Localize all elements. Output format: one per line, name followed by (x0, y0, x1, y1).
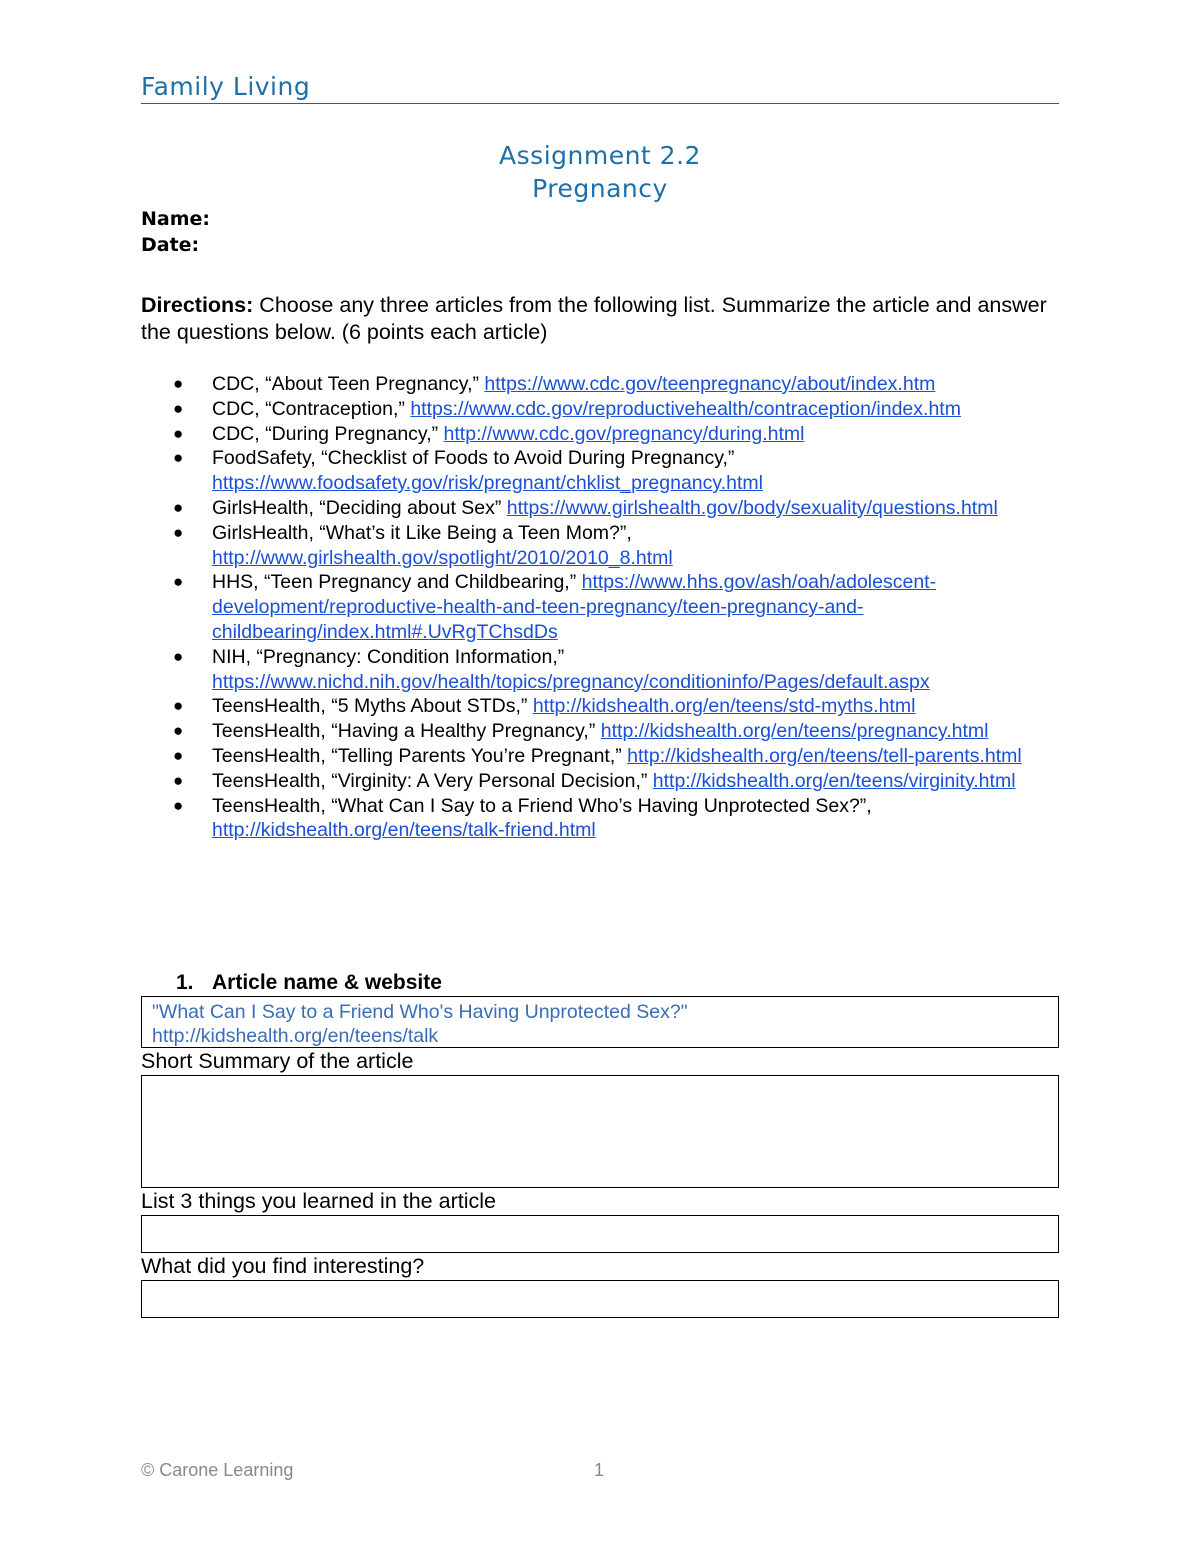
answer-article-url: http://kidshealth.org/en/teens/talk (152, 1025, 439, 1047)
article-source: CDC, “During Pregnancy,” (212, 422, 444, 445)
article-answer (152, 1000, 688, 1048)
page-number: 1 (594, 1460, 605, 1480)
article-source: NIH, “Pregnancy: Condition Information,” (212, 645, 565, 668)
article-link[interactable]: https://www.foodsafety.gov/risk/pregnant/chklist_pregnancy.html (212, 472, 763, 495)
article-link[interactable]: https://www.hhs.gov/ash/oah/adolescent-development/reproductive-health-and-teen-pregnancy/teen-pregnancy-and-childbearing/index.html#.UvRgTChsdDs (212, 571, 937, 643)
article-source: TeensHealth, “5 Myths About STDs,” (212, 695, 533, 718)
article-source: GirlsHealth, “What’s it Like Being a Teen Mom?”, (212, 521, 632, 544)
summary-label: Short Summary of the article (141, 1049, 414, 1073)
article-item (141, 645, 1059, 695)
directions-label: Directions: (141, 293, 254, 317)
article-link[interactable]: http://kidshealth.org/en/teens/std-myths.html (532, 695, 916, 718)
course-title: Family Living (141, 72, 311, 101)
article-name-answer-box[interactable] (141, 996, 1059, 1048)
article-link[interactable]: http://kidshealth.org/en/teens/tell-parents.html (627, 744, 1022, 767)
article-item (141, 570, 1059, 644)
article-item (141, 694, 1059, 719)
bullet-icon: ● (173, 696, 184, 716)
article-source: CDC, “Contraception,” (212, 397, 411, 420)
bullet-icon: ● (173, 572, 184, 592)
article-link[interactable]: http://www.cdc.gov/pregnancy/during.html (443, 422, 805, 445)
article-item (141, 422, 1059, 447)
article-link[interactable]: https://www.nichd.nih.gov/health/topics/pregnancy/conditioninfo/Pages/default.aspx (212, 670, 930, 693)
learned-label: List 3 things you learned in the article (141, 1189, 496, 1213)
article-item (141, 744, 1059, 769)
copyright: © Carone Learning (141, 1460, 294, 1480)
bullet-icon: ● (173, 423, 184, 443)
article-item (141, 446, 1059, 496)
directions (141, 292, 1059, 346)
date-label: Date: (141, 234, 200, 256)
bullet-icon: ● (173, 522, 184, 542)
section-1-heading (176, 971, 442, 995)
article-source: FoodSafety, “Checklist of Foods to Avoid During Pregnancy,” (212, 447, 735, 470)
article-source: TeensHealth, “Having a Healthy Pregnancy,” (212, 720, 601, 743)
bullet-icon: ● (173, 795, 184, 815)
directions-text: Choose any three articles from the following list. Summarize the article and answer the questions below. (6 points each article) (141, 293, 1047, 344)
section-number: 1. (176, 971, 194, 994)
learned-answer-box[interactable] (141, 1215, 1059, 1253)
article-source: HHS, “Teen Pregnancy and Childbearing,” (212, 571, 582, 594)
article-source: TeensHealth, “Telling Parents You’re Pregnant,” (212, 744, 628, 767)
summary-answer-box[interactable] (141, 1075, 1059, 1188)
article-link[interactable]: https://www.cdc.gov/reproductivehealth/contraception/index.htm (410, 397, 961, 420)
article-list (141, 372, 1059, 843)
assignment-subtitle: Pregnancy (532, 174, 668, 203)
article-item (141, 769, 1059, 794)
article-source: GirlsHealth, “Deciding about Sex” (212, 496, 507, 519)
assignment-title: Assignment 2.2 (499, 141, 701, 170)
article-link[interactable]: http://kidshealth.org/en/teens/virginity.html (652, 769, 1016, 792)
bullet-icon: ● (173, 497, 184, 517)
article-link[interactable]: https://www.cdc.gov/teenpregnancy/about/index.htm (484, 373, 936, 395)
article-source: TeensHealth, “What Can I Say to a Friend Who’s Having Unprotected Sex?”, (212, 794, 872, 817)
article-item (141, 794, 1059, 844)
article-item (141, 719, 1059, 744)
article-link[interactable]: http://kidshealth.org/en/teens/talk-friend.html (212, 819, 596, 842)
article-link[interactable]: http://kidshealth.org/en/teens/pregnancy.html (600, 720, 989, 743)
article-item (141, 521, 1059, 571)
name-label: Name: (141, 208, 211, 230)
interesting-answer-box[interactable] (141, 1280, 1059, 1318)
article-source: CDC, “About Teen Pregnancy,” (212, 373, 485, 395)
bullet-icon: ● (173, 745, 184, 765)
interesting-label: What did you find interesting? (141, 1254, 425, 1278)
article-item (141, 372, 1059, 397)
bullet-icon: ● (173, 398, 184, 418)
article-link[interactable]: http://www.girlshealth.gov/spotlight/2010/2010_8.html (212, 546, 673, 569)
bullet-icon: ● (173, 646, 184, 666)
bullet-icon: ● (173, 374, 184, 393)
article-item (141, 496, 1059, 521)
answer-article-title: "What Can I Say to a Friend Who's Having Unprotected Sex?" (152, 1001, 688, 1023)
article-link[interactable]: https://www.girlshealth.gov/body/sexuality/questions.html (506, 496, 998, 519)
article-item (141, 397, 1059, 422)
article-source: TeensHealth, “Virginity: A Very Personal Decision,” (212, 769, 653, 792)
header-divider (141, 103, 1059, 104)
bullet-icon: ● (173, 770, 184, 790)
bullet-icon: ● (173, 721, 184, 741)
section-title: Article name & website (212, 971, 442, 994)
bullet-icon: ● (173, 448, 184, 468)
